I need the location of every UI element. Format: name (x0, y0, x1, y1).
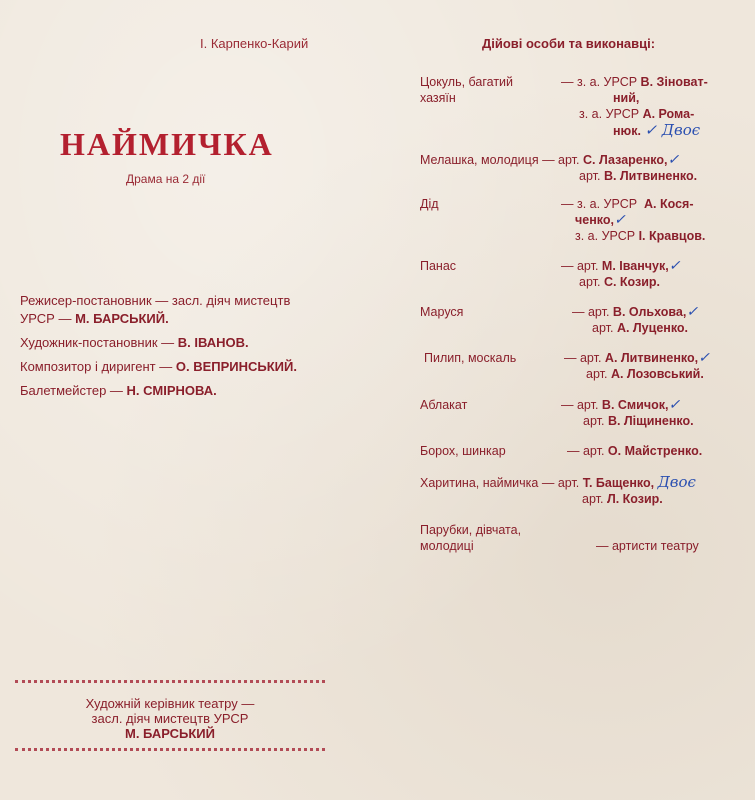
credit-director: Режисер-постановник — засл. діяч мистецтв УРСР — М. БАРСЬКИЙ. (20, 293, 291, 326)
credit-designer: Художник-постановник — В. ІВАНОВ. (20, 335, 249, 350)
cast-entry: Парубки, дівчата, молодиці (420, 523, 522, 553)
handwritten-note: Двоє (657, 473, 696, 491)
play-title: НАЙМИЧКА (60, 126, 274, 162)
credits-block (20, 292, 297, 406)
handwritten-note: ✓ Двоє (644, 121, 701, 139)
footer-artistic-director: Художній керівник театру — засл. діяч мистецтв УРСР М. БАРСЬКИЙ (85, 696, 255, 741)
cast-actors: — арт. В. Смичок,✓ арт. В. Ліщиненко. (561, 397, 694, 428)
cast-entry: Панас (420, 259, 457, 273)
cast-heading: Дійові особи та виконавці: (482, 36, 656, 51)
cast-entry: Пилип, москаль (424, 351, 517, 365)
cast-actors: — артисти театру (596, 539, 699, 553)
footer-top-border (15, 680, 325, 683)
cast-actors: — арт. А. Литвиненко,✓ арт. А. Лозовський. (564, 350, 710, 381)
cast-entry: Цокуль, багатий хазяїн (420, 75, 514, 105)
credit-composer: Композитор і диригент — О. ВЕПРИНСЬКИЙ. (20, 359, 297, 374)
cast-entry: Маруся (420, 305, 464, 319)
cast-entry: Борох, шинкар (420, 444, 506, 458)
credit-ballet: Балетмейстер — Н. СМІРНОВА. (20, 383, 217, 398)
cast-entry: Дід (420, 197, 439, 211)
author: І. Карпенко-Карий (200, 36, 309, 51)
cast-actors: — з. а. УРСР В. Зіноват- ний, з. а. УРСР А. Рома- нюк. ✓ Двоє (561, 75, 708, 139)
cast-entry: Харитина, наймичка — арт. Т. Бащенко, Двоє арт. Л. Козир. (420, 473, 696, 506)
footer-bottom-border (15, 748, 325, 751)
cast-actors: — арт. В. Ольхова,✓ арт. А. Луценко. (572, 304, 699, 335)
cast-entry: Мелашка, молодиця — арт. С. Лазаренко,✓ арт. В. Литвиненко. (420, 152, 698, 183)
cast-entry: Аблакат (420, 398, 468, 412)
cast-actors: — арт. М. Іванчук,✓ арт. С. Козир. (561, 258, 681, 289)
cast-actors: — з. а. УРСР А. Кося- ченко,✓ з. а. УРСР І. Кравцов. (561, 197, 706, 243)
play-subtitle: Драма на 2 дії (126, 172, 206, 186)
cast-actors: — арт. О. Майстренко. (567, 444, 703, 458)
